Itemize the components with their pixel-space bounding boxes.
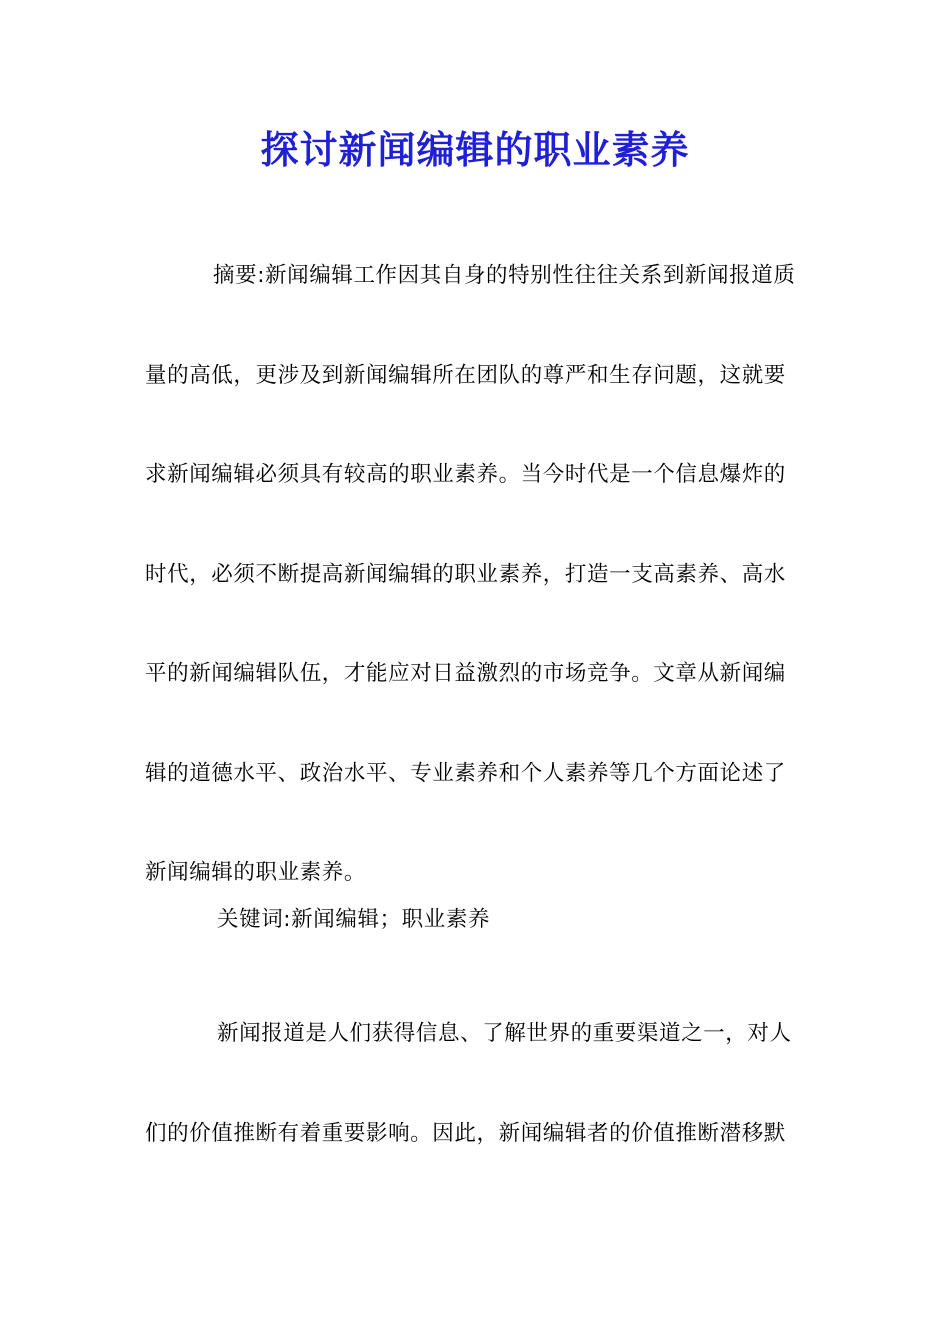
abstract-paragraph: [145, 226, 805, 923]
abstract-line: 求新闻编辑必须具有较高的职业素养。当今时代是一个信息爆炸的: [145, 462, 786, 487]
abstract-line: 辑的道德水平、政治水平、专业素养和个人素养等几个方面论述了: [145, 760, 786, 786]
abstract-line: 新闻编辑的职业素养。: [145, 860, 367, 885]
body-paragraph: [145, 984, 805, 1183]
abstract-line: 摘要:新闻编辑工作因其自身的特别性往往关系到新闻报道质: [213, 263, 796, 288]
body-line: 新闻报道是人们获得信息、了解世界的重要渠道之一，对人: [217, 1021, 792, 1046]
abstract-line: 时代，必须不断提高新闻编辑的职业素养，打造一支高素养、高水: [145, 561, 786, 587]
document-title: 探讨新闻编辑的职业素养: [260, 127, 690, 172]
abstract-line: 平的新闻编辑队伍，才能应对日益激烈的市场竞争。文章从新闻编: [145, 661, 786, 686]
keywords-line: 关键词:新闻编辑；职业素养: [217, 907, 491, 932]
abstract-line: 量的高低，更涉及到新闻编辑所在团队的尊严和生存问题，这就要: [145, 362, 786, 388]
body-line: 们的价值推断有着重要影响。因此，新闻编辑者的价值推断潜移默: [145, 1120, 786, 1146]
